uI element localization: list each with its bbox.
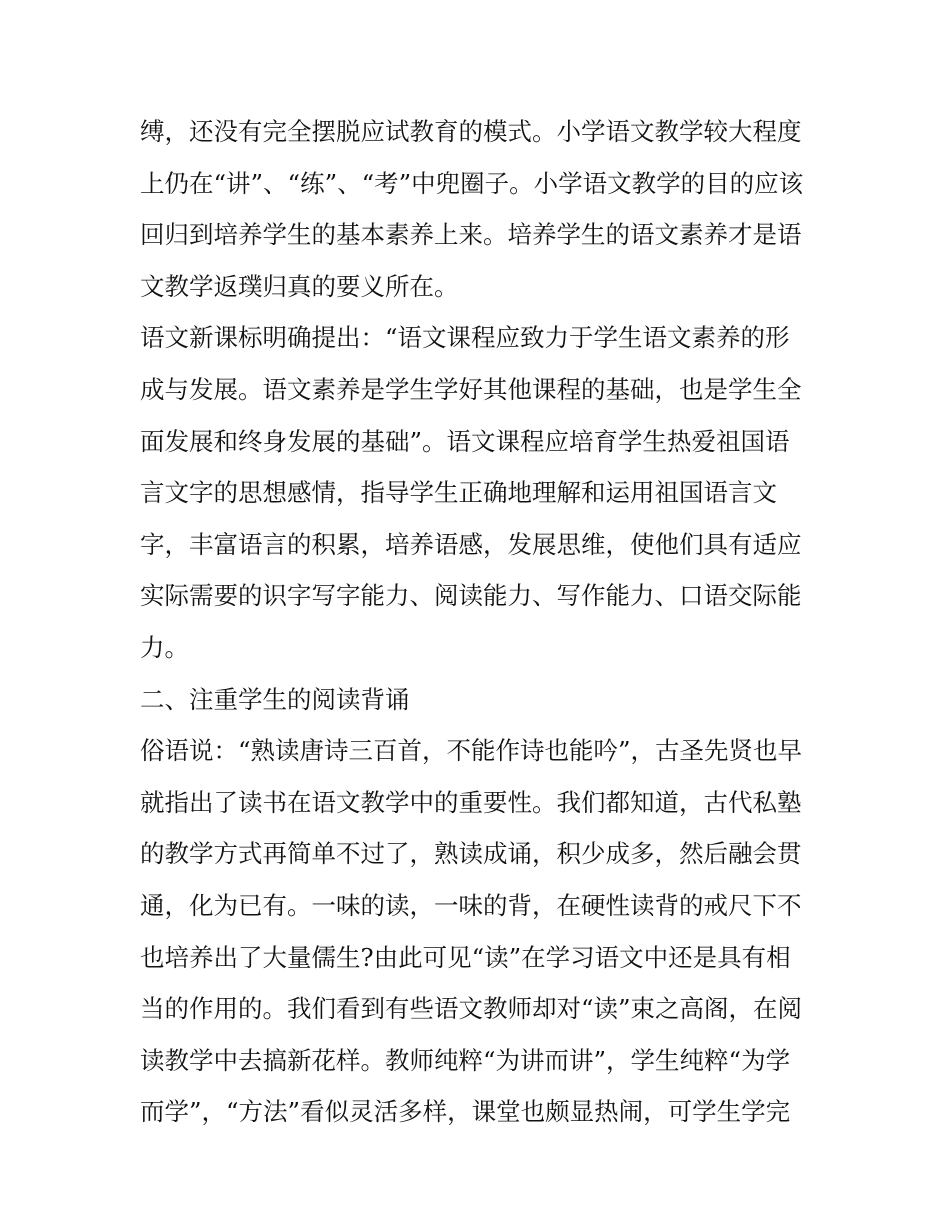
text-line: 缚，还没有完全摆脱应试教育的模式。小学语文教学较大程度	[140, 117, 802, 146]
text-line: 面发展和终身发展的基础”。语文课程应培育学生热爱祖国语	[140, 426, 790, 456]
text-line: 也培养出了大量儒生?由此可见“读”在学习语文中还是具有相	[140, 942, 791, 972]
text-line: 上仍在“讲”、“练”、“考”中兜圈子。小学语文教学的目的应该	[140, 168, 804, 198]
text-line: 的教学方式再简单不过了，熟读成诵，积少成多，然后融会贯	[140, 839, 802, 869]
text-line: 读教学中去搞新花样。教师纯粹“为讲而讲”，学生纯粹“为学	[140, 1045, 791, 1075]
text-line: 语文新课标明确提出：“语文课程应致力于学生语文素养的形	[140, 323, 790, 353]
text-line: 文教学返璞归真的要义所在。	[140, 271, 459, 301]
section-heading: 二、注重学生的阅读背诵	[140, 684, 410, 714]
text-line: 通，化为已有。一味的读，一味的背，在硬性读背的戒尺下不	[140, 890, 802, 920]
text-line: 俗语说：“熟读唐诗三百首，不能作诗也能吟”，古圣先贤也早	[140, 736, 803, 766]
text-line: 而学”，“方法”看似灵活多样，课堂也颇显热闹，可学生学完	[140, 1097, 791, 1127]
text-line: 力。	[140, 632, 189, 662]
text-line: 回归到培养学生的基本素养上来。培养学生的语文素养才是语	[140, 220, 802, 250]
text-line: 当的作用的。我们看到有些语文教师却对“读”束之高阁，在阅	[140, 994, 803, 1024]
text-line: 言文字的思想感情，指导学生正确地理解和运用祖国语言文	[140, 478, 777, 508]
text-line: 成与发展。语文素养是学生学好其他课程的基础，也是学生全	[140, 374, 802, 404]
text-line: 实际需要的识字写字能力、阅读能力、写作能力、口语交际能	[140, 581, 802, 611]
text-line: 字，丰富语言的积累，培养语感，发展思维，使他们具有适应	[140, 529, 802, 559]
text-line: 就指出了读书在语文教学中的重要性。我们都知道，古代私塾	[140, 787, 802, 817]
body-text	[140, 106, 830, 1138]
